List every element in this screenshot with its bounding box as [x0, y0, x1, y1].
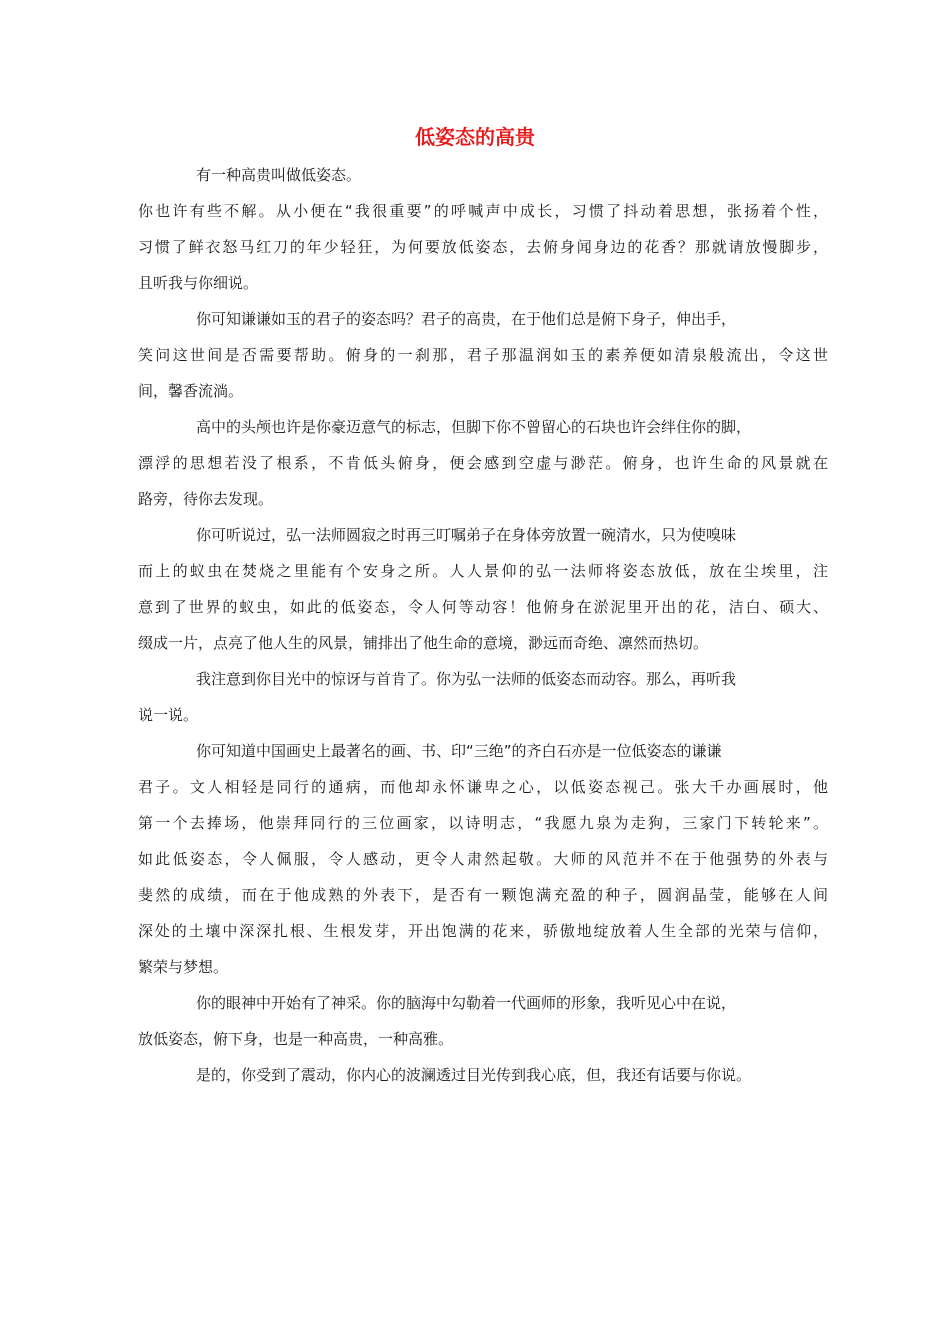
text-line: 间，馨香流淌。	[138, 382, 244, 400]
text-line: 路旁，待你去发现。	[138, 490, 274, 508]
text-line: 且听我与你细说。	[138, 274, 259, 292]
text-line: 高中的头颅也许是你豪迈意气的标志，但脚下你不曾留心的石块也许会绊住你的脚，	[196, 418, 752, 436]
text-line: 如此低姿态，令人佩服，令人感动，更令人肃然起敬。大师的风范并不在于他强势的外表与	[138, 850, 828, 868]
text-line: 你可知谦谦如玉的君子的姿态吗？君子的高贵，在于他们总是俯下身子，伸出手，	[196, 310, 737, 328]
text-line: 你也许有些不解。从小便在“我很重要”的呼喊声中成长，习惯了抖动着思想，张扬着个性，	[138, 202, 828, 220]
text-line: 深处的土壤中深深扎根、生根发芽，开出饱满的花来，骄傲地绽放着人生全部的光荣与信仰，	[138, 922, 828, 940]
text-line: 说一说。	[138, 706, 199, 724]
article-body	[138, 160, 828, 1096]
text-line: 你可听说过，弘一法师圆寂之时再三叮嘱弟子在身体旁放置一碗清水，只为使嗅味	[196, 526, 737, 544]
text-line: 放低姿态，俯下身，也是一种高贵，一种高雅。	[138, 1030, 454, 1048]
text-line: 我注意到你目光中的惊讶与首肯了。你为弘一法师的低姿态而动容。那么，再听我	[196, 670, 737, 688]
text-line: 你的眼神中开始有了神采。你的脑海中勾勒着一代画师的形象，我听见心中在说，	[196, 994, 737, 1012]
document-title: 低姿态的高贵	[415, 125, 535, 149]
text-line: 有一种高贵叫做低姿态。	[196, 166, 362, 184]
text-line: 而上的蚁虫在焚烧之里能有个安身之所。人人景仰的弘一法师将姿态放低，放在尘埃里，注	[138, 562, 828, 580]
text-line: 是的，你受到了震动，你内心的波澜透过目光传到我心底，但，我还有话要与你说。	[196, 1066, 752, 1084]
text-line: 斐然的成绩，而在于他成熟的外表下，是否有一颗饱满充盈的种子，圆润晶莹，能够在人间	[138, 886, 828, 904]
text-line: 意到了世界的蚁虫，如此的低姿态，令人何等动容！他俯身在淤泥里开出的花，洁白、硕大、	[138, 598, 828, 616]
text-line: 笑问这世间是否需要帮助。俯身的一刹那，君子那温润如玉的素养便如清泉般流出，令这世	[138, 346, 828, 364]
text-line: 君子。文人相轻是同行的通病，而他却永怀谦卑之心，以低姿态视己。张大千办画展时，他	[138, 778, 828, 796]
text-line: 漂浮的思想若没了根系，不肯低头俯身，便会感到空虚与渺茫。俯身，也许生命的风景就在	[138, 454, 828, 472]
text-line: 第一个去捧场，他崇拜同行的三位画家，以诗明志，“我愿九泉为走狗，三家门下转轮来”。	[138, 814, 828, 832]
text-line: 缀成一片，点亮了他人生的风景，铺排出了他生命的意境，渺远而奇绝、凛然而热切。	[138, 634, 709, 652]
text-line: 习惯了鲜衣怒马红刀的年少轻狂，为何要放低姿态，去俯身闻身边的花香？那就请放慢脚步，	[138, 238, 828, 256]
text-line: 你可知道中国画史上最著名的画、书、印“三绝”的齐白石亦是一位低姿态的谦谦	[196, 742, 722, 760]
text-line: 繁荣与梦想。	[138, 958, 229, 976]
